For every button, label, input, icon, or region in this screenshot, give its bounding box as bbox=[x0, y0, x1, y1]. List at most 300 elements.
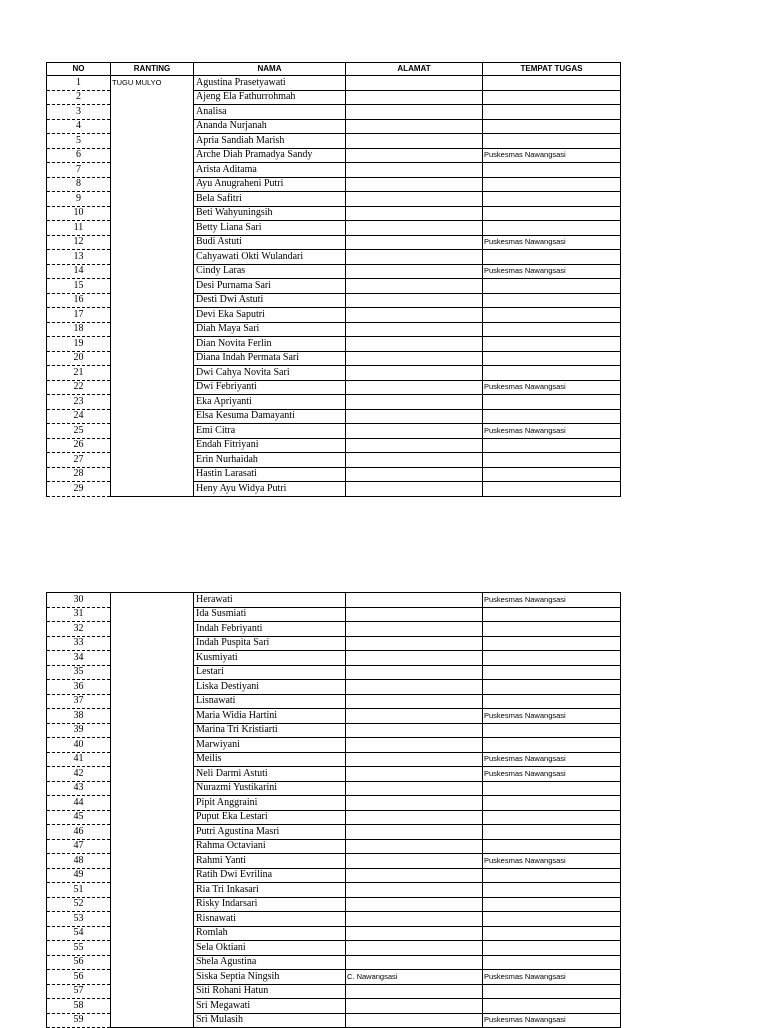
row-number: 37 bbox=[47, 694, 111, 709]
tempat-tugas-cell: Puskesmas Nawangsasi bbox=[483, 970, 621, 985]
tempat-tugas-cell bbox=[483, 105, 621, 120]
row-number: 59 bbox=[47, 1013, 111, 1028]
tempat-tugas-cell bbox=[483, 781, 621, 796]
table-row bbox=[47, 134, 621, 149]
row-number: 12 bbox=[47, 235, 111, 250]
alamat-cell bbox=[346, 453, 483, 468]
ranting-cell bbox=[111, 279, 194, 294]
alamat-cell bbox=[346, 105, 483, 120]
table-row bbox=[47, 366, 621, 381]
nama-cell: Dian Novita Ferlin bbox=[194, 337, 346, 352]
ranting-cell bbox=[111, 409, 194, 424]
alamat-cell bbox=[346, 134, 483, 149]
alamat-cell bbox=[346, 148, 483, 163]
row-number: 10 bbox=[47, 206, 111, 221]
table-row bbox=[47, 636, 621, 651]
nama-cell: Marina Tri Kristiarti bbox=[194, 723, 346, 738]
nama-cell: Cahyawati Okti Wulandari bbox=[194, 250, 346, 265]
header-row bbox=[47, 63, 621, 76]
alamat-cell bbox=[346, 293, 483, 308]
tempat-tugas-cell bbox=[483, 868, 621, 883]
alamat-cell: C. Nawangsasi bbox=[346, 970, 483, 985]
table-row bbox=[47, 453, 621, 468]
nama-cell: Risnawati bbox=[194, 912, 346, 927]
row-number: 43 bbox=[47, 781, 111, 796]
table-row bbox=[47, 723, 621, 738]
row-number: 24 bbox=[47, 409, 111, 424]
nama-cell: Indah Febriyanti bbox=[194, 622, 346, 637]
row-number: 44 bbox=[47, 796, 111, 811]
table-row bbox=[47, 250, 621, 265]
nama-cell: Indah Puspita Sari bbox=[194, 636, 346, 651]
tempat-tugas-cell bbox=[483, 163, 621, 178]
alamat-cell bbox=[346, 636, 483, 651]
ranting-cell bbox=[111, 90, 194, 105]
ranting-cell bbox=[111, 738, 194, 753]
row-number: 18 bbox=[47, 322, 111, 337]
row-number: 8 bbox=[47, 177, 111, 192]
row-number: 25 bbox=[47, 424, 111, 439]
nama-cell: Herawati bbox=[194, 593, 346, 608]
alamat-cell bbox=[346, 482, 483, 497]
row-number: 46 bbox=[47, 825, 111, 840]
alamat-cell bbox=[346, 337, 483, 352]
tempat-tugas-cell bbox=[483, 250, 621, 265]
ranting-cell bbox=[111, 912, 194, 927]
header-nama: NAMA bbox=[194, 63, 346, 76]
alamat-cell bbox=[346, 767, 483, 782]
nama-cell: Arche Diah Pramadya Sandy bbox=[194, 148, 346, 163]
table-row bbox=[47, 438, 621, 453]
table-row bbox=[47, 883, 621, 898]
table-row bbox=[47, 796, 621, 811]
tempat-tugas-cell bbox=[483, 825, 621, 840]
tempat-tugas-cell bbox=[483, 622, 621, 637]
nama-cell: Maria Widia Hartini bbox=[194, 709, 346, 724]
row-number: 41 bbox=[47, 752, 111, 767]
alamat-cell bbox=[346, 854, 483, 869]
row-number: 11 bbox=[47, 221, 111, 236]
ranting-cell bbox=[111, 926, 194, 941]
tempat-tugas-cell bbox=[483, 999, 621, 1014]
row-number: 4 bbox=[47, 119, 111, 134]
table-row bbox=[47, 279, 621, 294]
table-row bbox=[47, 651, 621, 666]
table-row bbox=[47, 781, 621, 796]
ranting-cell bbox=[111, 380, 194, 395]
ranting-cell bbox=[111, 105, 194, 120]
ranting-cell bbox=[111, 206, 194, 221]
tempat-tugas-cell bbox=[483, 680, 621, 695]
table-row bbox=[47, 90, 621, 105]
nama-cell: Analisa bbox=[194, 105, 346, 120]
alamat-cell bbox=[346, 593, 483, 608]
alamat-cell bbox=[346, 796, 483, 811]
ranting-cell bbox=[111, 854, 194, 869]
table-row bbox=[47, 810, 621, 825]
alamat-cell bbox=[346, 351, 483, 366]
ranting-cell bbox=[111, 293, 194, 308]
tempat-tugas-cell bbox=[483, 206, 621, 221]
nama-cell: Desti Dwi Astuti bbox=[194, 293, 346, 308]
alamat-cell bbox=[346, 250, 483, 265]
nama-cell: Betty Liana Sari bbox=[194, 221, 346, 236]
alamat-cell bbox=[346, 651, 483, 666]
row-number: 35 bbox=[47, 665, 111, 680]
nama-cell: Eka Apriyanti bbox=[194, 395, 346, 410]
table-row bbox=[47, 839, 621, 854]
tempat-tugas-cell bbox=[483, 839, 621, 854]
nama-cell: Puput Eka Lestari bbox=[194, 810, 346, 825]
nama-cell: Rahmi Yanti bbox=[194, 854, 346, 869]
alamat-cell bbox=[346, 680, 483, 695]
row-number: 3 bbox=[47, 105, 111, 120]
row-number: 13 bbox=[47, 250, 111, 265]
row-number: 21 bbox=[47, 366, 111, 381]
table-row bbox=[47, 337, 621, 352]
ranting-cell bbox=[111, 607, 194, 622]
table-row bbox=[47, 206, 621, 221]
row-number: 49 bbox=[47, 868, 111, 883]
alamat-cell bbox=[346, 955, 483, 970]
tempat-tugas-cell bbox=[483, 651, 621, 666]
row-number: 2 bbox=[47, 90, 111, 105]
row-number: 33 bbox=[47, 636, 111, 651]
alamat-cell bbox=[346, 781, 483, 796]
ranting-cell bbox=[111, 897, 194, 912]
alamat-cell bbox=[346, 622, 483, 637]
row-number: 36 bbox=[47, 680, 111, 695]
alamat-cell bbox=[346, 752, 483, 767]
row-number: 55 bbox=[47, 941, 111, 956]
nama-cell: Marwiyani bbox=[194, 738, 346, 753]
ranting-cell bbox=[111, 796, 194, 811]
row-number: 38 bbox=[47, 709, 111, 724]
row-number: 7 bbox=[47, 163, 111, 178]
row-number: 17 bbox=[47, 308, 111, 323]
nama-cell: Arista Aditama bbox=[194, 163, 346, 178]
tempat-tugas-cell bbox=[483, 337, 621, 352]
nama-cell: Devi Eka Saputri bbox=[194, 308, 346, 323]
row-number: 20 bbox=[47, 351, 111, 366]
table-row bbox=[47, 912, 621, 927]
nama-cell: Siti Rohani Hatun bbox=[194, 984, 346, 999]
tempat-tugas-cell bbox=[483, 279, 621, 294]
alamat-cell bbox=[346, 366, 483, 381]
ranting-cell bbox=[111, 636, 194, 651]
alamat-cell bbox=[346, 665, 483, 680]
alamat-cell bbox=[346, 221, 483, 236]
alamat-cell bbox=[346, 738, 483, 753]
ranting-cell bbox=[111, 1013, 194, 1028]
tempat-tugas-cell: Puskesmas Nawangsasi bbox=[483, 709, 621, 724]
alamat-cell bbox=[346, 941, 483, 956]
ranting-cell bbox=[111, 955, 194, 970]
ranting-cell bbox=[111, 593, 194, 608]
table-row bbox=[47, 926, 621, 941]
ranting-cell bbox=[111, 264, 194, 279]
table-row bbox=[47, 984, 621, 999]
ranting-cell bbox=[111, 694, 194, 709]
row-number: 19 bbox=[47, 337, 111, 352]
alamat-cell bbox=[346, 264, 483, 279]
tempat-tugas-cell bbox=[483, 119, 621, 134]
ranting-cell bbox=[111, 453, 194, 468]
table-row bbox=[47, 351, 621, 366]
ranting-cell bbox=[111, 322, 194, 337]
ranting-cell bbox=[111, 337, 194, 352]
tempat-tugas-cell bbox=[483, 221, 621, 236]
alamat-cell bbox=[346, 308, 483, 323]
nama-cell: Agustina Prasetyawati bbox=[194, 76, 346, 91]
alamat-cell bbox=[346, 76, 483, 91]
alamat-cell bbox=[346, 467, 483, 482]
tempat-tugas-cell bbox=[483, 723, 621, 738]
row-number: 26 bbox=[47, 438, 111, 453]
table-row bbox=[47, 192, 621, 207]
tempat-tugas-cell: Puskesmas Nawangsasi bbox=[483, 593, 621, 608]
table-body bbox=[47, 593, 621, 1028]
nama-cell: Diana Indah Permata Sari bbox=[194, 351, 346, 366]
row-number: 51 bbox=[47, 883, 111, 898]
row-number: 45 bbox=[47, 810, 111, 825]
table-row bbox=[47, 955, 621, 970]
ranting-cell bbox=[111, 622, 194, 637]
row-number: 5 bbox=[47, 134, 111, 149]
tempat-tugas-cell bbox=[483, 322, 621, 337]
ranting-cell bbox=[111, 781, 194, 796]
nama-cell: Sri Megawati bbox=[194, 999, 346, 1014]
table-row bbox=[47, 767, 621, 782]
alamat-cell bbox=[346, 119, 483, 134]
row-number: 47 bbox=[47, 839, 111, 854]
row-number: 1 bbox=[47, 76, 111, 91]
ranting-cell bbox=[111, 395, 194, 410]
table-row bbox=[47, 221, 621, 236]
table-row bbox=[47, 119, 621, 134]
row-number: 6 bbox=[47, 148, 111, 163]
member-table-page-1 bbox=[46, 62, 621, 497]
nama-cell: Neli Darmi Astuti bbox=[194, 767, 346, 782]
row-number: 30 bbox=[47, 593, 111, 608]
tempat-tugas-cell bbox=[483, 134, 621, 149]
ranting-cell bbox=[111, 883, 194, 898]
nama-cell: Ajeng Ela Fathurrohmah bbox=[194, 90, 346, 105]
row-number: 52 bbox=[47, 897, 111, 912]
table-row bbox=[47, 235, 621, 250]
table-body bbox=[47, 76, 621, 497]
ranting-cell bbox=[111, 467, 194, 482]
table-row bbox=[47, 308, 621, 323]
tempat-tugas-cell bbox=[483, 308, 621, 323]
table-row bbox=[47, 409, 621, 424]
ranting-cell bbox=[111, 999, 194, 1014]
ranting-cell bbox=[111, 709, 194, 724]
row-number: 15 bbox=[47, 279, 111, 294]
alamat-cell bbox=[346, 424, 483, 439]
row-number: 56 bbox=[47, 970, 111, 985]
ranting-cell bbox=[111, 839, 194, 854]
table-row bbox=[47, 395, 621, 410]
tempat-tugas-cell bbox=[483, 941, 621, 956]
tempat-tugas-cell: Puskesmas Nawangsasi bbox=[483, 235, 621, 250]
nama-cell: Ratih Dwi Evrilina bbox=[194, 868, 346, 883]
row-number: 16 bbox=[47, 293, 111, 308]
table-row bbox=[47, 738, 621, 753]
ranting-cell bbox=[111, 438, 194, 453]
row-number: 27 bbox=[47, 453, 111, 468]
table-row bbox=[47, 868, 621, 883]
table-row bbox=[47, 177, 621, 192]
tempat-tugas-cell bbox=[483, 90, 621, 105]
tempat-tugas-cell bbox=[483, 912, 621, 927]
row-number: 32 bbox=[47, 622, 111, 637]
row-number: 48 bbox=[47, 854, 111, 869]
row-number: 58 bbox=[47, 999, 111, 1014]
nama-cell: Putri Agustina Masri bbox=[194, 825, 346, 840]
nama-cell: Dwi Febriyanti bbox=[194, 380, 346, 395]
row-number: 31 bbox=[47, 607, 111, 622]
nama-cell: Sela Oktiani bbox=[194, 941, 346, 956]
nama-cell: Bela Safitri bbox=[194, 192, 346, 207]
nama-cell: Desi Purnama Sari bbox=[194, 279, 346, 294]
alamat-cell bbox=[346, 163, 483, 178]
header-tempat-tugas: TEMPAT TUGAS bbox=[483, 63, 621, 76]
table-row bbox=[47, 593, 621, 608]
ranting-cell bbox=[111, 119, 194, 134]
nama-cell: Sri Mulasih bbox=[194, 1013, 346, 1028]
row-number: 34 bbox=[47, 651, 111, 666]
tempat-tugas-cell: Puskesmas Nawangsasi bbox=[483, 380, 621, 395]
nama-cell: Shela Agustina bbox=[194, 955, 346, 970]
table-row bbox=[47, 148, 621, 163]
row-number: 57 bbox=[47, 984, 111, 999]
alamat-cell bbox=[346, 192, 483, 207]
table-row bbox=[47, 607, 621, 622]
table-row bbox=[47, 752, 621, 767]
ranting-cell bbox=[111, 366, 194, 381]
tempat-tugas-cell bbox=[483, 897, 621, 912]
alamat-cell bbox=[346, 395, 483, 410]
tempat-tugas-cell bbox=[483, 694, 621, 709]
nama-cell: Meilis bbox=[194, 752, 346, 767]
row-number: 40 bbox=[47, 738, 111, 753]
ranting-cell bbox=[111, 665, 194, 680]
nama-cell: Nurazmi Yustikarini bbox=[194, 781, 346, 796]
ranting-cell bbox=[111, 868, 194, 883]
ranting-cell bbox=[111, 767, 194, 782]
ranting-cell bbox=[111, 970, 194, 985]
nama-cell: Ananda Nurjanah bbox=[194, 119, 346, 134]
alamat-cell bbox=[346, 984, 483, 999]
table-row bbox=[47, 825, 621, 840]
nama-cell: Ida Susmiati bbox=[194, 607, 346, 622]
ranting-cell bbox=[111, 810, 194, 825]
ranting-cell bbox=[111, 192, 194, 207]
row-number: 22 bbox=[47, 380, 111, 395]
tempat-tugas-cell: Puskesmas Nawangsasi bbox=[483, 767, 621, 782]
tempat-tugas-cell bbox=[483, 293, 621, 308]
row-number: 54 bbox=[47, 926, 111, 941]
table-row bbox=[47, 380, 621, 395]
tempat-tugas-cell: Puskesmas Nawangsasi bbox=[483, 264, 621, 279]
nama-cell: Rahma Octaviani bbox=[194, 839, 346, 854]
tempat-tugas-cell: Puskesmas Nawangsasi bbox=[483, 752, 621, 767]
table-row bbox=[47, 482, 621, 497]
ranting-cell bbox=[111, 723, 194, 738]
table-row bbox=[47, 941, 621, 956]
row-number: 23 bbox=[47, 395, 111, 410]
ranting-cell bbox=[111, 825, 194, 840]
nama-cell: Lestari bbox=[194, 665, 346, 680]
tempat-tugas-cell bbox=[483, 482, 621, 497]
alamat-cell bbox=[346, 380, 483, 395]
nama-cell: Diah Maya Sari bbox=[194, 322, 346, 337]
nama-cell: Siska Septia Ningsih bbox=[194, 970, 346, 985]
header-ranting: RANTING bbox=[111, 63, 194, 76]
alamat-cell bbox=[346, 839, 483, 854]
ranting-cell bbox=[111, 250, 194, 265]
table-row bbox=[47, 694, 621, 709]
ranting-cell bbox=[111, 752, 194, 767]
table-row bbox=[47, 467, 621, 482]
ranting-cell bbox=[111, 148, 194, 163]
tempat-tugas-cell: Puskesmas Nawangsasi bbox=[483, 1013, 621, 1028]
row-number: 42 bbox=[47, 767, 111, 782]
alamat-cell bbox=[346, 810, 483, 825]
tempat-tugas-cell bbox=[483, 366, 621, 381]
tempat-tugas-cell bbox=[483, 177, 621, 192]
alamat-cell bbox=[346, 607, 483, 622]
alamat-cell bbox=[346, 279, 483, 294]
tempat-tugas-cell: Puskesmas Nawangsasi bbox=[483, 854, 621, 869]
tempat-tugas-cell bbox=[483, 395, 621, 410]
header-no: NO bbox=[47, 63, 111, 76]
table-row bbox=[47, 264, 621, 279]
tempat-tugas-cell bbox=[483, 883, 621, 898]
header-alamat: ALAMAT bbox=[346, 63, 483, 76]
alamat-cell bbox=[346, 206, 483, 221]
nama-cell: Pipit Anggraini bbox=[194, 796, 346, 811]
nama-cell: Endah Fitriyani bbox=[194, 438, 346, 453]
member-table-page-2 bbox=[46, 592, 621, 1028]
alamat-cell bbox=[346, 912, 483, 927]
nama-cell: Liska Destiyani bbox=[194, 680, 346, 695]
row-number: 56 bbox=[47, 955, 111, 970]
alamat-cell bbox=[346, 709, 483, 724]
nama-cell: Risky Indarsari bbox=[194, 897, 346, 912]
nama-cell: Ria Tri Inkasari bbox=[194, 883, 346, 898]
table-row bbox=[47, 322, 621, 337]
table-row bbox=[47, 1013, 621, 1028]
ranting-cell bbox=[111, 235, 194, 250]
nama-cell: Emi Citra bbox=[194, 424, 346, 439]
nama-cell: Heny Ayu Widya Putri bbox=[194, 482, 346, 497]
row-number: 28 bbox=[47, 467, 111, 482]
alamat-cell bbox=[346, 235, 483, 250]
ranting-cell bbox=[111, 221, 194, 236]
alamat-cell bbox=[346, 883, 483, 898]
tempat-tugas-cell bbox=[483, 796, 621, 811]
table-row bbox=[47, 163, 621, 178]
tempat-tugas-cell bbox=[483, 738, 621, 753]
alamat-cell bbox=[346, 825, 483, 840]
tempat-tugas-cell bbox=[483, 467, 621, 482]
table-row bbox=[47, 293, 621, 308]
row-number: 29 bbox=[47, 482, 111, 497]
tempat-tugas-cell: Puskesmas Nawangsasi bbox=[483, 148, 621, 163]
alamat-cell bbox=[346, 897, 483, 912]
